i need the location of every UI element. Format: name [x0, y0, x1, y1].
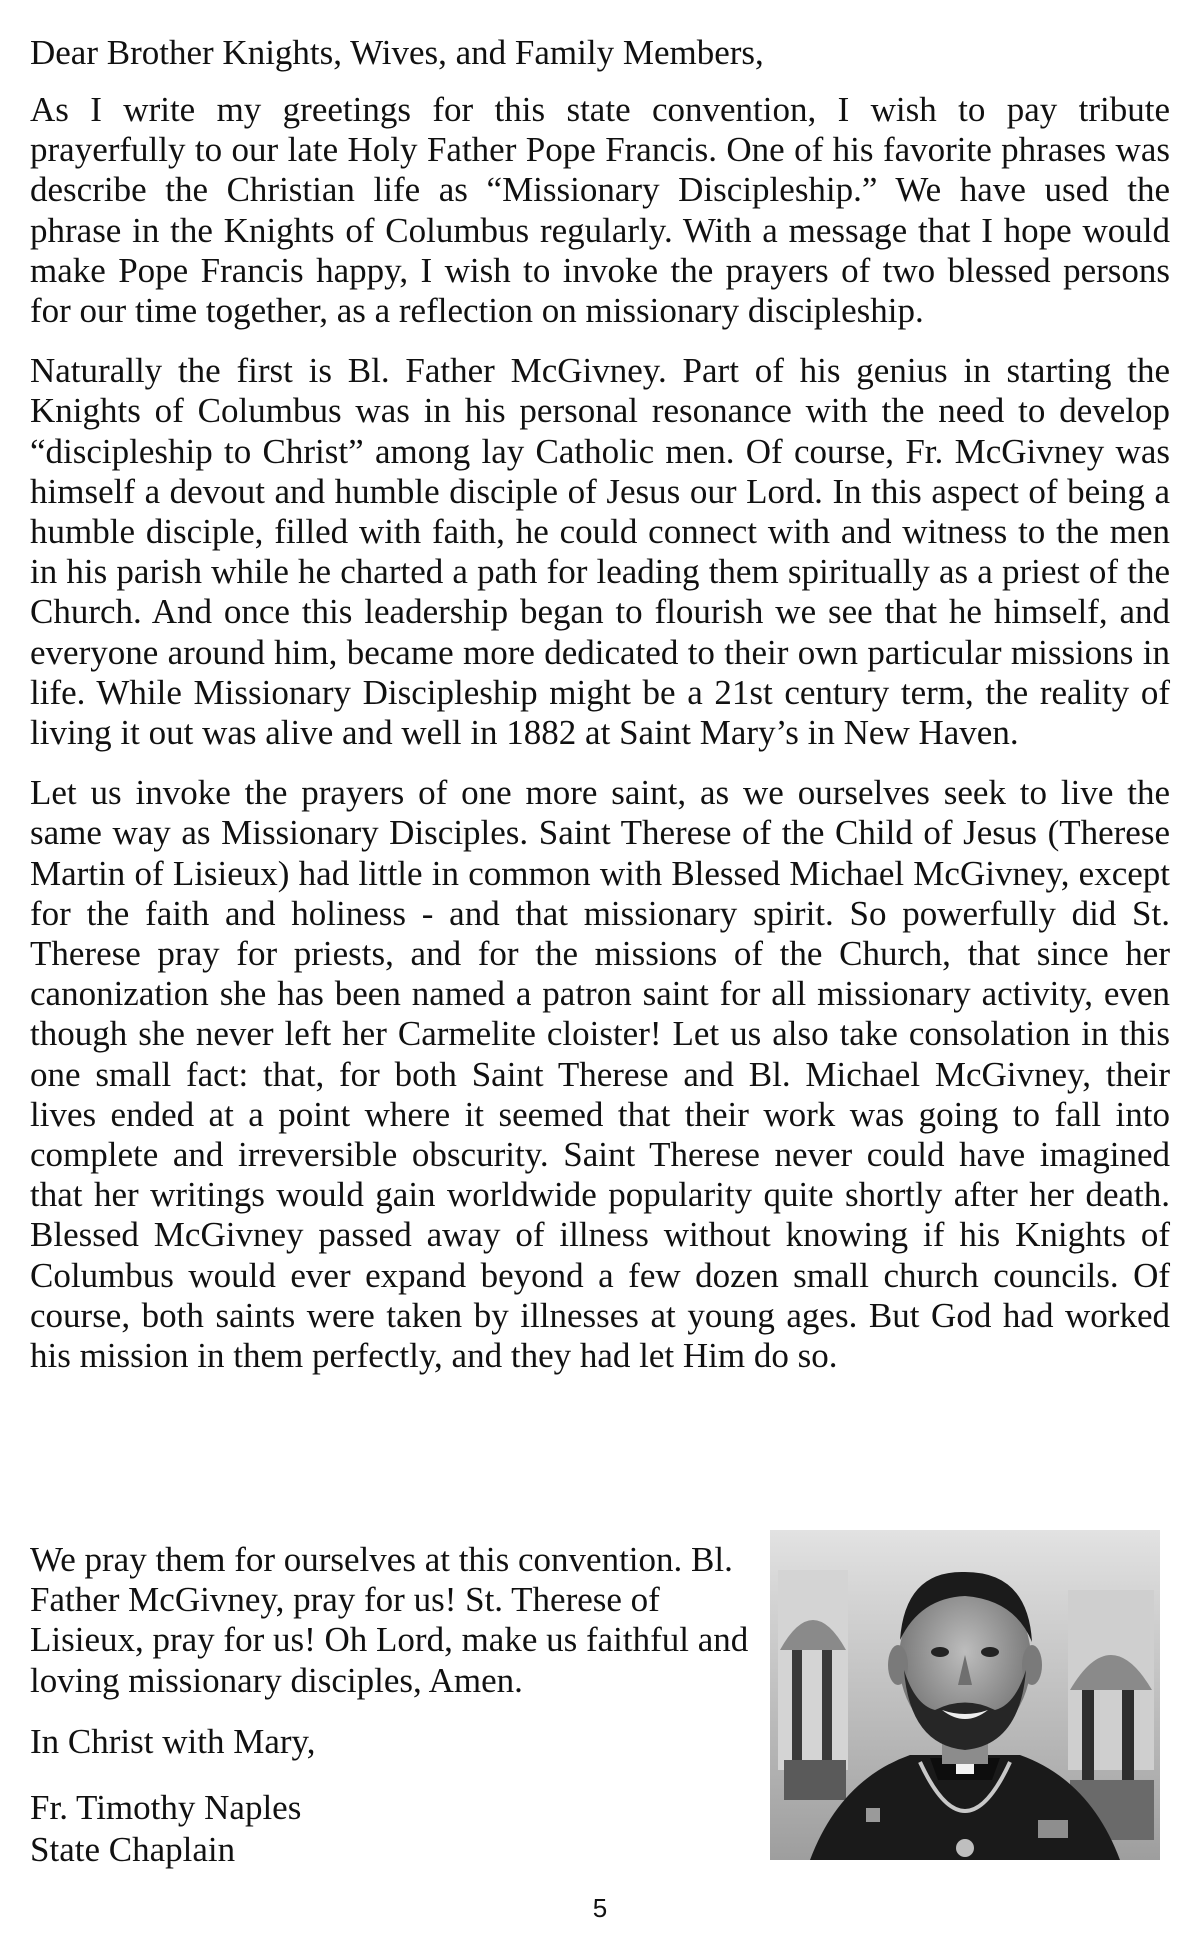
- chaplain-photo: [770, 1530, 1160, 1860]
- salutation: Dear Brother Knights, Wives, and Family Members,: [30, 33, 764, 72]
- signature-title: State Chaplain: [30, 1829, 236, 1869]
- closing-block: [30, 1540, 770, 1871]
- body-paragraph-1: As I write my greetings for this state convention, I wish to pay tribute prayerfully to our late Holy Father Pope Francis. One of his favorite phrases was describe the Christian life as “Missionary Discipleship.” We have used the phrase in the Knights of Columbus regularly. With a message that I hope would make Pope Francis happy, I wish to invoke the prayers of two blessed persons for our time together, as a reflection on missionary discipleship.: [30, 90, 1170, 331]
- body-paragraph-3: Let us invoke the prayers of one more saint, as we ourselves seek to live the same way as Missionary Disciples. Saint Therese of the Child of Jesus (Therese Martin of Lisieux) had little in common with Blessed Michael McGivney, except for the faith and holiness - and that missionary spirit. So powerfully did St. Therese pray for priests, and for the missions of the Church, that since her canonization she has been named a patron saint for all missionary activity, even though she never left her Carmelite cloister! Let us also take consolation in this one small fact: that, for both Saint Therese and Bl. Michael McGivney, their lives ended at a point where it seemed that their work was going to fall into complete and irreversible obscurity. Saint Therese never could have imagined that her writings would gain worldwide popularity quite shortly after her death. Blessed McGivney passed away of illness without knowing if his Knights of Columbus would ever expand beyond a few dozen small church councils. Of course, both saints were taken by illnesses at young ages. But God had worked his mission in them perfectly, and they had let Him do so.: [30, 773, 1170, 1376]
- closing-paragraph: We pray them for ourselves at this convention. Bl. Father McGivney, pray for us! St. Therese of Lisieux, pray for us! Oh Lord, make us faithful and loving missionary disciples, Amen.: [30, 1540, 749, 1700]
- signature-name: Fr. Timothy Naples: [30, 1787, 302, 1827]
- page-number: 5: [592, 1893, 608, 1923]
- body-paragraph-2: Naturally the first is Bl. Father McGivney. Part of his genius in starting the Knights of Columbus was in his personal resonance with the need to develop “discipleship to Christ” among lay Catholic men. Of course, Fr. McGivney was himself a devout and humble disciple of Jesus our Lord. In this aspect of being a humble disciple, filled with faith, he could connect with and witness to the men in his parish while he charted a path for leading them spiritually as a priest of the Church. And once this leadership began to flourish we see that he himself, and everyone around him, became more dedicated to their own particular missions in life. While Missionary Discipleship might be a 21st century term, the reality of living it out was alive and well in 1882 at Saint Mary’s in New Haven.: [30, 351, 1170, 753]
- signoff: In Christ with Mary,: [30, 1721, 316, 1761]
